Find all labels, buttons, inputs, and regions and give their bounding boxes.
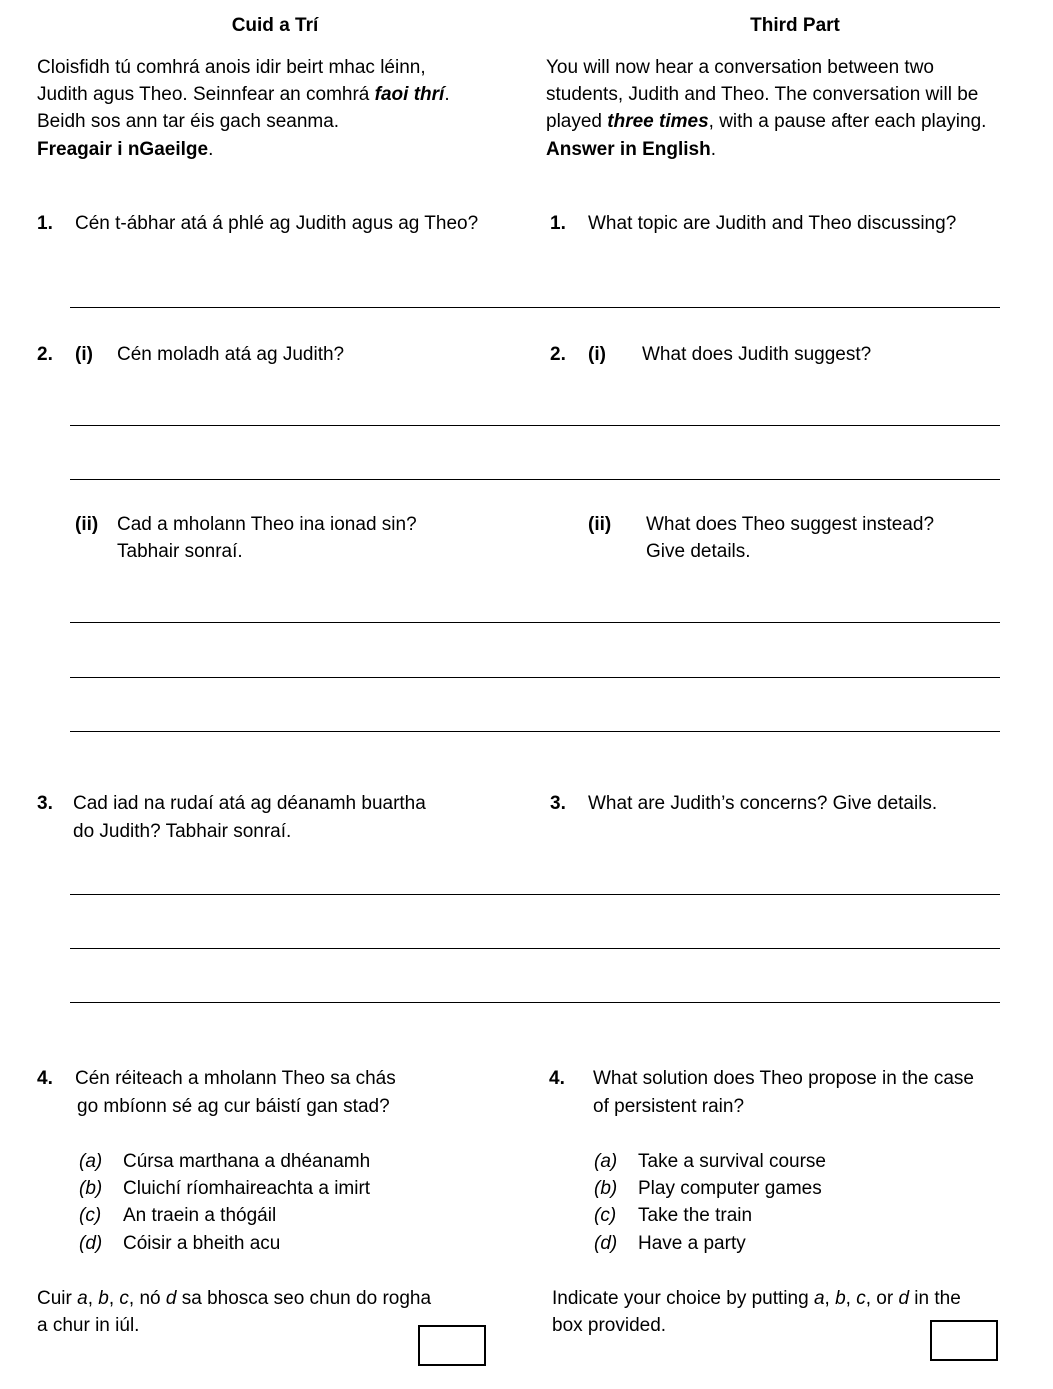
option-c-english: (c) Take the train [594, 1205, 753, 1226]
option-a-english: (a) Take a survival course [594, 1151, 826, 1172]
answer-line-q2ii-2[interactable] [70, 677, 1000, 678]
header-irish: Cuid a Trí [231, 15, 319, 36]
intro-irish-line3: Beidh sos ann tar éis gach seanma. [37, 111, 340, 132]
instr-irish-line2: a chur in iúl. [37, 1315, 140, 1336]
intro-english-line4: Answer in English. [546, 139, 716, 160]
header-english: Third Part [750, 15, 840, 36]
q2-ii-irish-1: (ii) Cad a mholann Theo ina ionad sin? [75, 514, 417, 535]
q3-irish-2: do Judith? Tabhair sonraí. [73, 821, 292, 842]
intro-english-line2: students, Judith and Theo. The conversation will be [546, 84, 979, 105]
intro-english-line3: played three times, with a pause after each playing. [546, 111, 987, 132]
option-b-english: (b) Play computer games [594, 1178, 822, 1199]
q2-i-english: 2. (i) What does Judith suggest? [550, 344, 872, 365]
q4-irish-2: go mbíonn sé ag cur báistí gan stad? [77, 1096, 390, 1117]
instr-english-line1: Indicate your choice by putting a, b, c, or d in the [552, 1288, 961, 1309]
q2-ii-english-2: Give details. [646, 541, 751, 562]
option-a-irish: (a) Cúrsa marthana a dhéanamh [79, 1151, 371, 1172]
option-c-irish: (c) An traein a thógáil [79, 1205, 277, 1226]
intro-irish-line4: Freagair i nGaeilge. [37, 139, 214, 160]
answer-line-q2i-2[interactable] [70, 479, 1000, 480]
answer-line-q2ii-1[interactable] [70, 622, 1000, 623]
q4-english-1: 4. What solution does Theo propose in the case [549, 1068, 974, 1089]
instr-english-line2: box provided. [552, 1315, 667, 1336]
answer-box-english[interactable] [930, 1320, 998, 1361]
intro-irish-line2: Judith agus Theo. Seinnfear an comhrá faoi thrí. [37, 84, 450, 105]
intro-english-line1: You will now hear a conversation between two [546, 57, 934, 78]
answer-box-irish[interactable] [418, 1325, 486, 1366]
q1-irish: 1. Cén t-ábhar atá á phlé ag Judith agus ag Theo? [37, 213, 479, 234]
option-d-irish: (d) Cóisir a bheith acu [79, 1233, 281, 1254]
answer-line-q2i-1[interactable] [70, 425, 1000, 426]
answer-line-q2ii-3[interactable] [70, 731, 1000, 732]
q2-i-irish: 2. (i) Cén moladh atá ag Judith? [37, 344, 345, 365]
q1-english: 1. What topic are Judith and Theo discussing? [550, 213, 957, 234]
answer-line-q1[interactable] [70, 307, 1000, 308]
q4-irish-1: 4. Cén réiteach a mholann Theo sa chás [37, 1068, 396, 1089]
intro-irish-line1: Cloisfidh tú comhrá anois idir beirt mhac léinn, [37, 57, 426, 78]
answer-line-q3-1[interactable] [70, 894, 1000, 895]
option-b-irish: (b) Cluichí ríomhaireachta a imirt [79, 1178, 371, 1199]
answer-line-q3-3[interactable] [70, 1002, 1000, 1003]
option-d-english: (d) Have a party [594, 1233, 746, 1254]
answer-line-q3-2[interactable] [70, 948, 1000, 949]
q3-irish-1: 3. Cad iad na rudaí atá ag déanamh buartha [37, 793, 426, 814]
q3-english: 3. What are Judith’s concerns? Give details. [550, 793, 938, 814]
instr-irish-line1: Cuir a, b, c, nó d sa bhosca seo chun do rogha [37, 1288, 432, 1309]
q2-ii-english-1: (ii) What does Theo suggest instead? [588, 514, 935, 535]
q4-english-2: of persistent rain? [593, 1096, 745, 1117]
q2-ii-irish-2: Tabhair sonraí. [117, 541, 243, 562]
